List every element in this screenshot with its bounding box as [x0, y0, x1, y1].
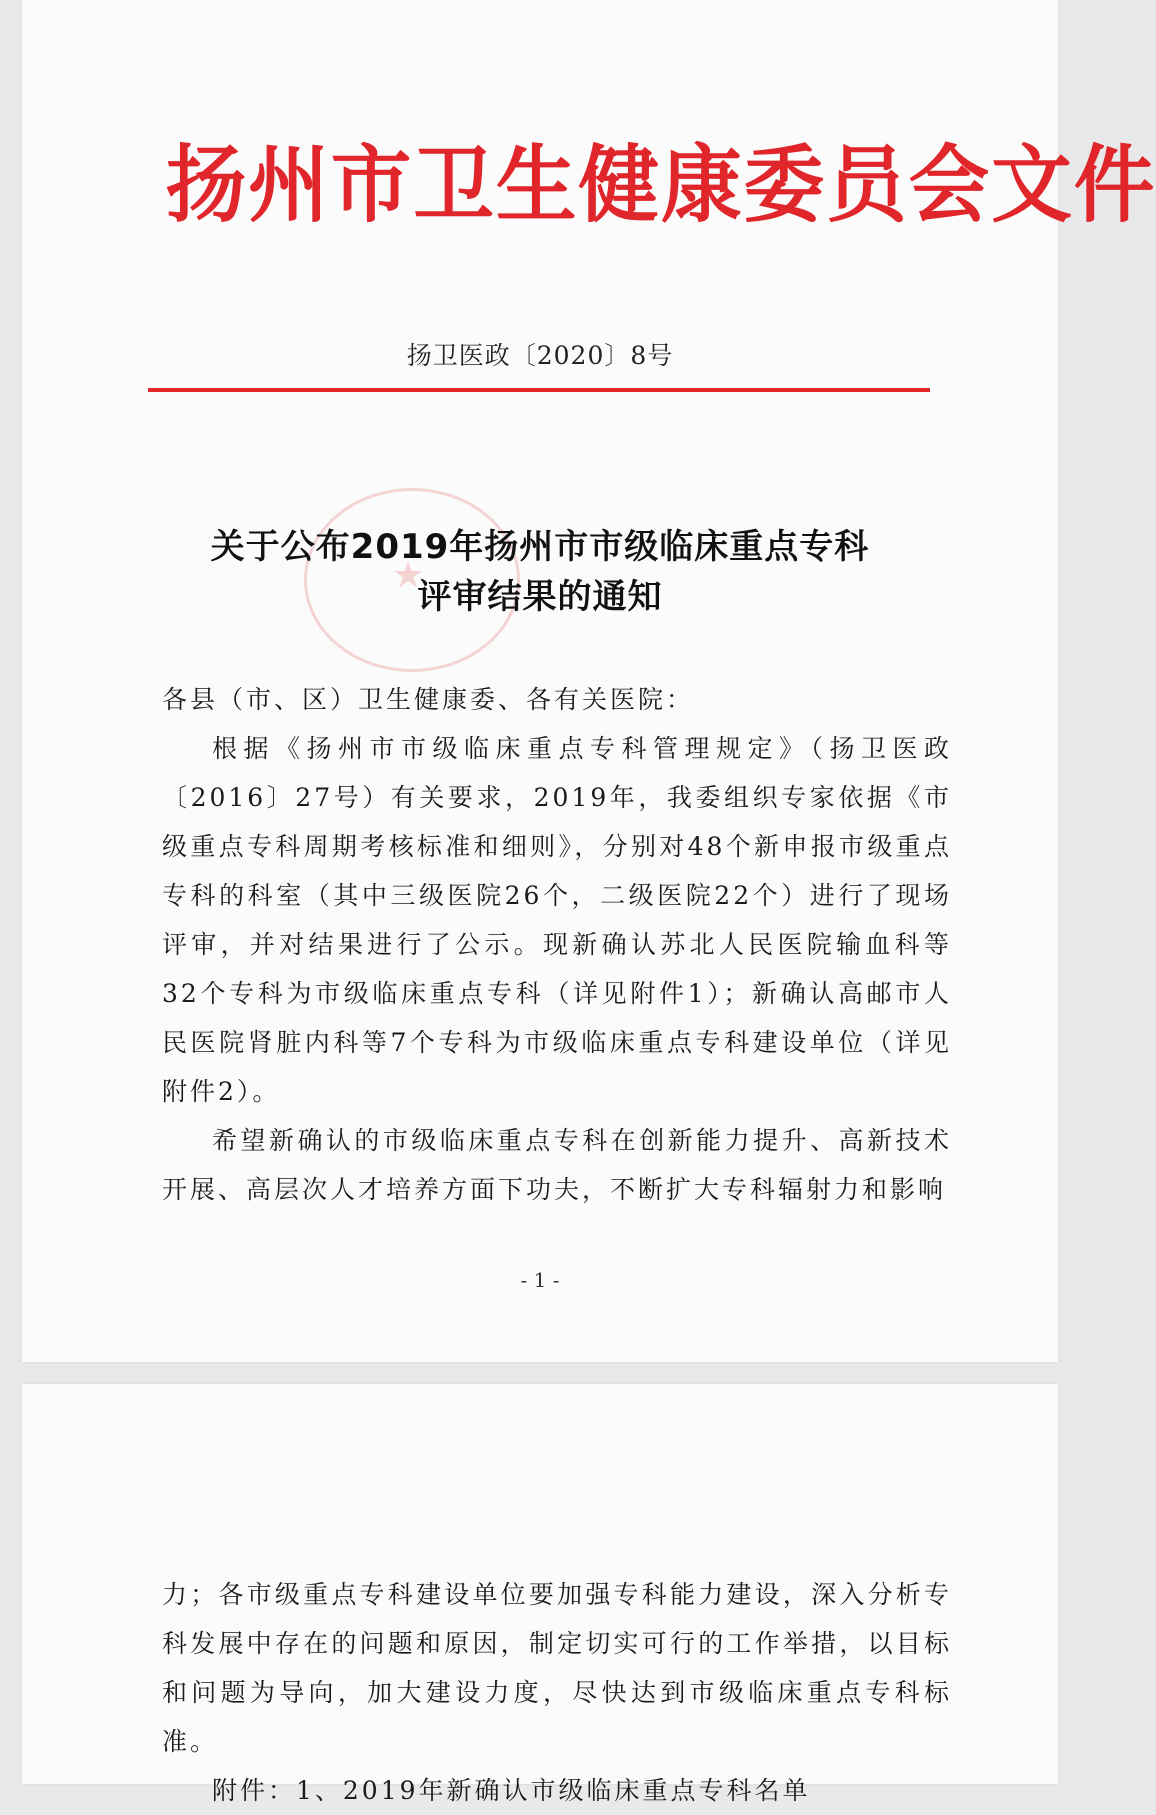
salutation: 各县（市、区）卫生健康委、各有关医院：	[162, 685, 695, 714]
seal-star-icon: ★	[392, 555, 425, 596]
notice-title-line-1: 关于公布2019年扬州市市级临床重点专科	[210, 527, 870, 567]
notice-body	[162, 675, 952, 1214]
notice-title-line-2: 评审结果的通知	[417, 577, 663, 617]
masthead-title: 扬州市卫生健康委员会文件	[165, 136, 1156, 234]
body-paragraph-continued: 力；各市级重点专科建设单位要加强专科能力建设，深入分析专科发展中存在的问题和原因，制定切实可行的工作举措，以目标和问题为导向，加大建设力度，尽快达到市级临床重点专科标准。	[162, 1580, 952, 1756]
body-paragraph-2: 希望新确认的市级临床重点专科在创新能力提升、高新技术开展、高层次人才培养方面下功夫，不断扩大专科辐射力和影响	[162, 1126, 952, 1204]
annex-line: 附件：1、2019年新确认市级临床重点专科名单	[212, 1776, 811, 1805]
body-paragraph-1: 根据《扬州市市级临床重点专科管理规定》（扬卫医政〔2016〕27号）有关要求，2019年，我委组织专家依据《市级重点专科周期考核标准和细则》，分别对48个新申报市级重点专科的科室（其中三级医院26个，二级医院22个）进行了现场评审，并对结果进行了公示。现新确认苏北人民医院输血科等32个专科为市级临床重点专科（详见附件1）；新确认高邮市人民医院肾脏内科等7个专科为市级临床重点专科建设单位（详见附件2）。	[162, 734, 952, 1106]
page-number: - 1 -	[520, 1268, 560, 1292]
document-number: 扬卫医政〔2020〕8号	[406, 341, 674, 370]
notice-title	[22, 522, 1058, 622]
document-page-1	[22, 0, 1156, 1362]
document-page-2	[22, 1384, 1058, 1805]
page-2-body	[162, 1570, 952, 1815]
red-divider-line	[148, 388, 930, 392]
